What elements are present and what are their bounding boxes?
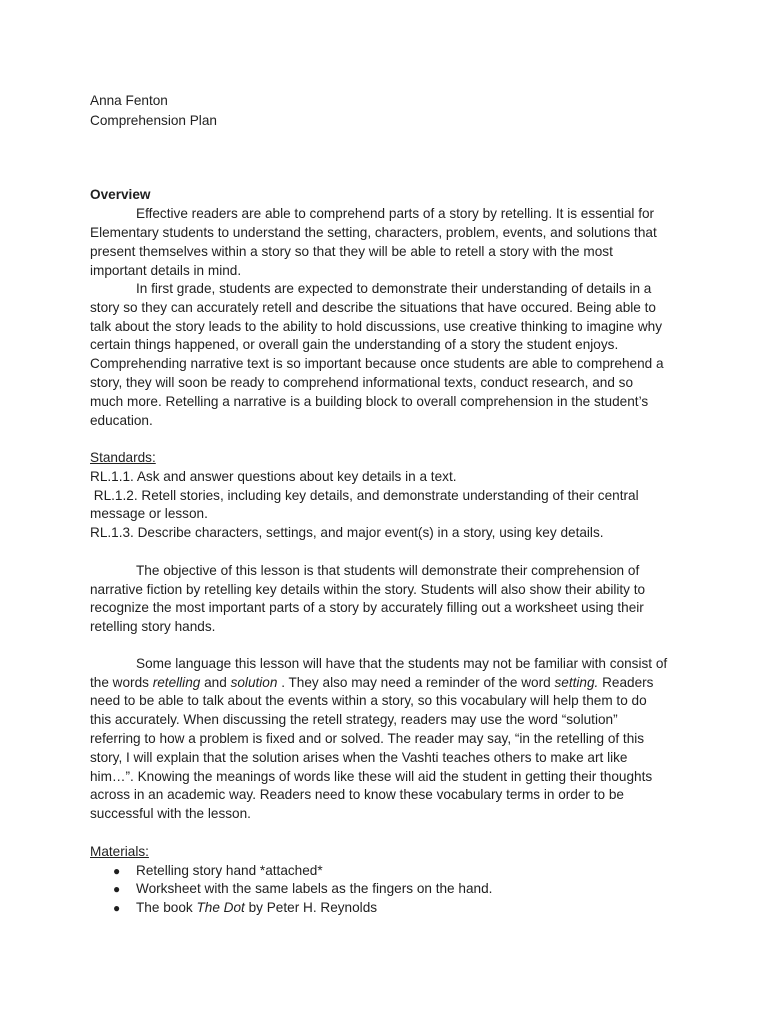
language-text: and	[200, 675, 231, 690]
document-title: Comprehension Plan	[90, 113, 217, 128]
material-item: Worksheet with the same labels as the fingers on the hand.	[136, 881, 493, 896]
vocab-word-retelling: retelling	[152, 675, 201, 690]
vocab-word-setting: setting.	[554, 675, 599, 690]
objective-line: recognize the most important parts of a story by accurately filling out a worksheet using their	[90, 600, 644, 615]
material-item	[136, 899, 377, 917]
language-text: the words	[90, 675, 153, 690]
language-line: him…”. Knowing the meanings of words like these will aid the student in getting their thoughts	[90, 769, 653, 784]
overview-p2-line: story, they will soon be ready to comprehend informational texts, conduct research, and so	[90, 375, 634, 390]
overview-p2-line: much more. Retelling a narrative is a building block to overall comprehension in the student’s	[90, 394, 649, 409]
standard-line: RL.1.2. Retell stories, including key details, and demonstrate understanding of their central	[90, 488, 639, 503]
overview-p2-line: story so they can accurately retell and describe the situations that have occured. Being able to	[90, 300, 656, 315]
standards-heading: Standards:	[90, 450, 156, 465]
language-line: referring to how a problem is fixed and or solved. The reader may say, “in the retelling of this	[90, 731, 645, 746]
language-text: Readers	[598, 675, 654, 690]
objective-line: The objective of this lesson is that students will demonstrate their comprehension of	[136, 563, 640, 578]
standard-line: message or lesson.	[90, 506, 208, 521]
bullet-icon: ●	[113, 901, 121, 915]
overview-p1-line: present themselves within a story so that they will be able to retell a story with the most	[90, 244, 613, 259]
language-line: need to be able to talk about the events within a story, so this vocabulary will help them to do	[90, 693, 647, 708]
material-item: Retelling story hand *attached*	[136, 863, 323, 878]
vocab-word-solution: solution	[230, 675, 278, 690]
overview-p2-line: Comprehending narrative text is so important because once students are able to comprehend a	[90, 356, 664, 371]
objective-line: retelling story hands.	[90, 619, 216, 634]
overview-p2-line: In first grade, students are expected to demonstrate their understanding of details in a	[136, 281, 652, 296]
overview-heading: Overview	[90, 187, 151, 202]
material-text: The book	[136, 900, 197, 915]
overview-p2-line: certain things happened, or overall gain the understanding of a story the student enjoys.	[90, 337, 619, 352]
author-name: Anna Fenton	[90, 93, 168, 108]
language-text: . They also may need a reminder of the word	[277, 675, 555, 690]
language-line: across in an academic way. Readers need to know these vocabulary terms in order to be	[90, 787, 624, 802]
overview-p1-line: Elementary students to understand the setting, characters, problem, events, and solutions that	[90, 225, 657, 240]
standard-line: RL.1.1. Ask and answer questions about key details in a text.	[90, 469, 457, 484]
overview-p2-line: education.	[90, 413, 153, 428]
language-line: successful with the lesson.	[90, 806, 251, 821]
bullet-icon: ●	[113, 882, 121, 896]
language-line: Some language this lesson will have that the students may not be familiar with consist of	[136, 656, 668, 671]
overview-p2-line: talk about the story leads to the ability to hold discussions, use creative thinking to imagine why	[90, 319, 663, 334]
materials-heading: Materials:	[90, 844, 149, 859]
bullet-icon: ●	[113, 864, 121, 878]
material-text: by Peter H. Reynolds	[244, 900, 378, 915]
language-line	[90, 674, 653, 692]
standard-line: RL.1.3. Describe characters, settings, and major event(s) in a story, using key details.	[90, 525, 604, 540]
objective-line: narrative fiction by retelling key details within the story. Students will also show their ability to	[90, 582, 646, 597]
book-title: The Dot	[196, 900, 245, 915]
overview-p1-line: important details in mind.	[90, 263, 242, 278]
language-line: story, I will explain that the solution arises when the Vashti teaches others to make art like	[90, 750, 628, 765]
overview-p1-line: Effective readers are able to comprehend parts of a story by retelling. It is essential for	[136, 206, 655, 221]
language-line: this accurately. When discussing the retell strategy, readers may use the word “solution”	[90, 712, 618, 727]
